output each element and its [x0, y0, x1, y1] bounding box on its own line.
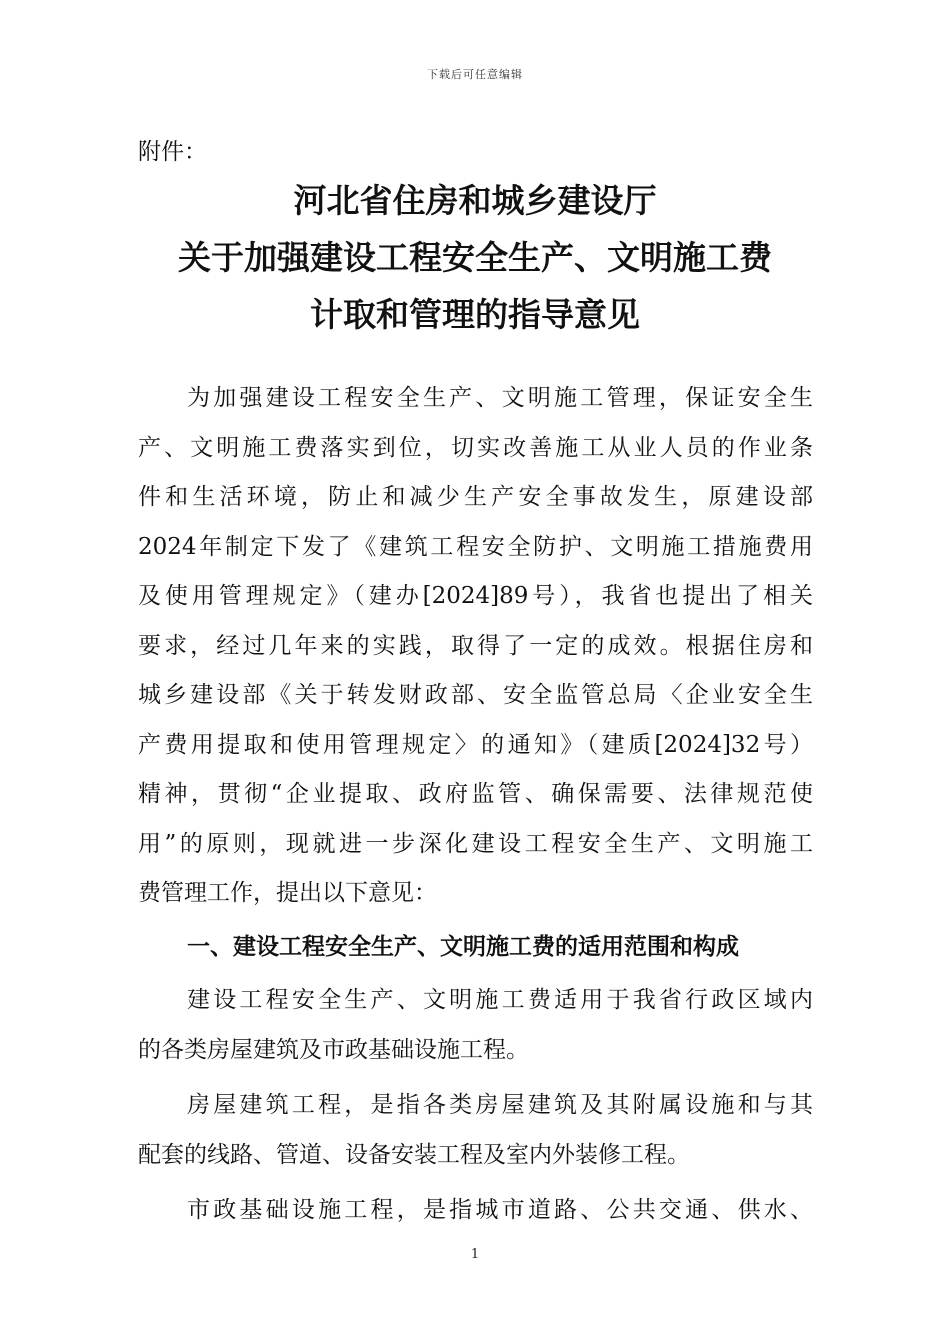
- text-line: 产、文明施工费落实到位，切实改善施工从业人员的作业条: [138, 434, 813, 461]
- text-line: 房屋建筑工程，是指各类房屋建筑及其附属设施和与其: [187, 1092, 813, 1118]
- section1-paragraph-2: [138, 1081, 813, 1180]
- document-body: [138, 374, 813, 1236]
- title-line-2: 关于加强建设工程安全生产、文明施工费: [178, 238, 772, 277]
- text-line: 城乡建设部《关于转发财政部、安全监管总局〈企业安全生: [138, 682, 813, 708]
- header-note: 下载后可任意编辑: [427, 68, 523, 81]
- text-line: 用”的原则，现就进一步深化建设工程安全生产、文明施工: [138, 830, 813, 857]
- section-heading: 一、建设工程安全生产、文明施工费的适用范围和构成: [187, 933, 739, 960]
- text-line: 的各类房屋建筑及市政基础设施工程。: [138, 1036, 529, 1063]
- text-line: 精神，贯彻“企业提取、政府监管、确保需要、法律规范使: [138, 781, 813, 807]
- document-title: [0, 172, 950, 343]
- text-line: 费管理工作，提出以下意见：: [138, 880, 437, 906]
- attachment-label: 附件：: [138, 139, 207, 165]
- section1-paragraph-3: [138, 1186, 813, 1236]
- text-line: 产费用提取和使用管理规定〉的通知》（建质[2024]32号）: [138, 731, 813, 758]
- title-line-3: 计取和管理的指导意见: [310, 295, 640, 334]
- text-line: 市政基础设施工程，是指城市道路、公共交通、供水、: [187, 1197, 813, 1223]
- text-line: 为加强建设工程安全生产、文明施工管理，保证安全生: [187, 385, 813, 411]
- text-line: 要求，经过几年来的实践，取得了一定的成效。根据住房和: [138, 632, 813, 659]
- intro-paragraph: [138, 374, 813, 919]
- text-line: 件和生活环境，防止和减少生产安全事故发生，原建设部: [138, 484, 813, 510]
- section1-paragraph-1: [138, 976, 813, 1075]
- page-number: 1: [470, 1247, 480, 1262]
- text-line: 及使用管理规定》（建办[2024]89号），我省也提出了相关: [138, 583, 813, 609]
- text-line: 2024年制定下发了《建筑工程安全防护、文明施工措施费用: [138, 533, 813, 560]
- title-line-1: 河北省住房和城乡建设厅: [293, 181, 657, 220]
- text-line: 配套的线路、管道、设备安装工程及室内外装修工程。: [138, 1141, 690, 1168]
- text-line: 建设工程安全生产、文明施工费适用于我省行政区域内: [187, 987, 813, 1013]
